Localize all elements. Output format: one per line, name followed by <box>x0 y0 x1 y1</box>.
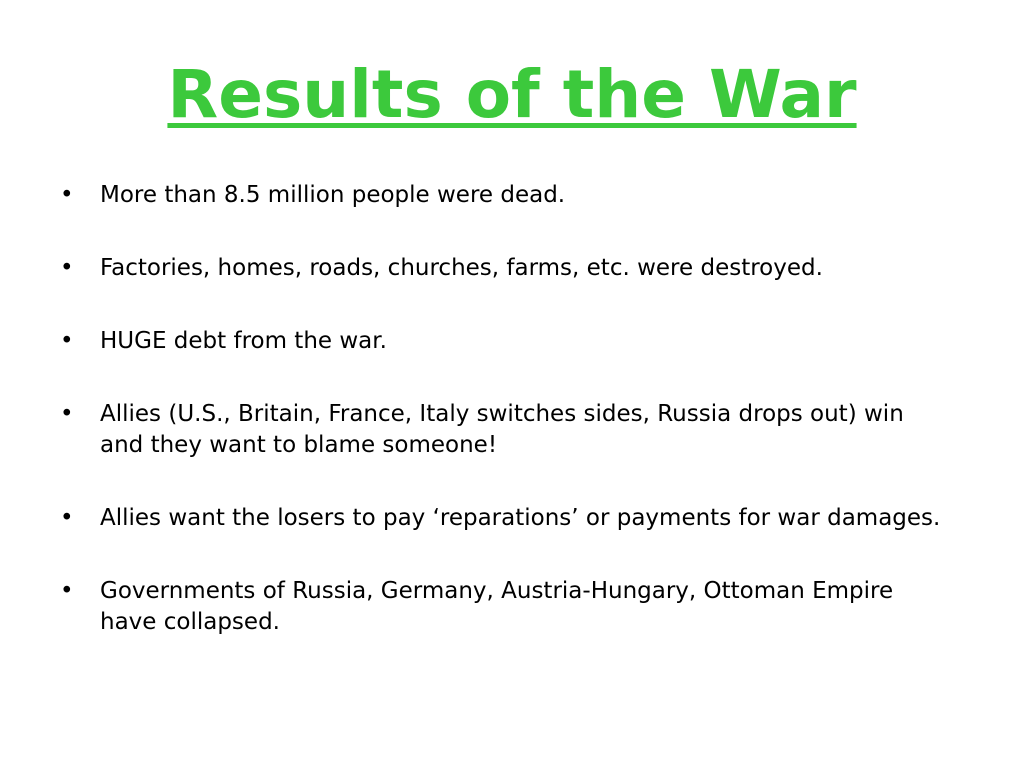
bullet-list <box>0 180 1024 680</box>
slide-title: Results of the War <box>167 56 857 133</box>
bullet-icon: • <box>60 255 74 281</box>
bullet-text: Factories, homes, roads, churches, farms, etc. were destroyed. <box>100 255 823 281</box>
bullet-item <box>0 399 1024 461</box>
bullet-text: More than 8.5 million people were dead. <box>100 182 566 208</box>
bullet-text: HUGE debt from the war. <box>100 328 387 354</box>
bullet-icon: • <box>60 182 74 208</box>
bullet-text: Allies (U.S., Britain, France, Italy switches sides, Russia drops out) win and they want to blame someone! <box>100 401 904 458</box>
bullet-text: Allies want the losers to pay ‘reparations’ or payments for war damages. <box>100 505 941 531</box>
bullet-item <box>0 326 1024 357</box>
bullet-icon: • <box>60 578 74 604</box>
bullet-item <box>0 253 1024 284</box>
bullet-item <box>0 576 1024 638</box>
bullet-item <box>0 180 1024 211</box>
bullet-icon: • <box>60 328 74 354</box>
bullet-text: Governments of Russia, Germany, Austria-Hungary, Ottoman Empire have collapsed. <box>100 578 894 635</box>
bullet-icon: • <box>60 401 74 427</box>
bullet-item <box>0 503 1024 534</box>
bullet-icon: • <box>60 505 74 531</box>
